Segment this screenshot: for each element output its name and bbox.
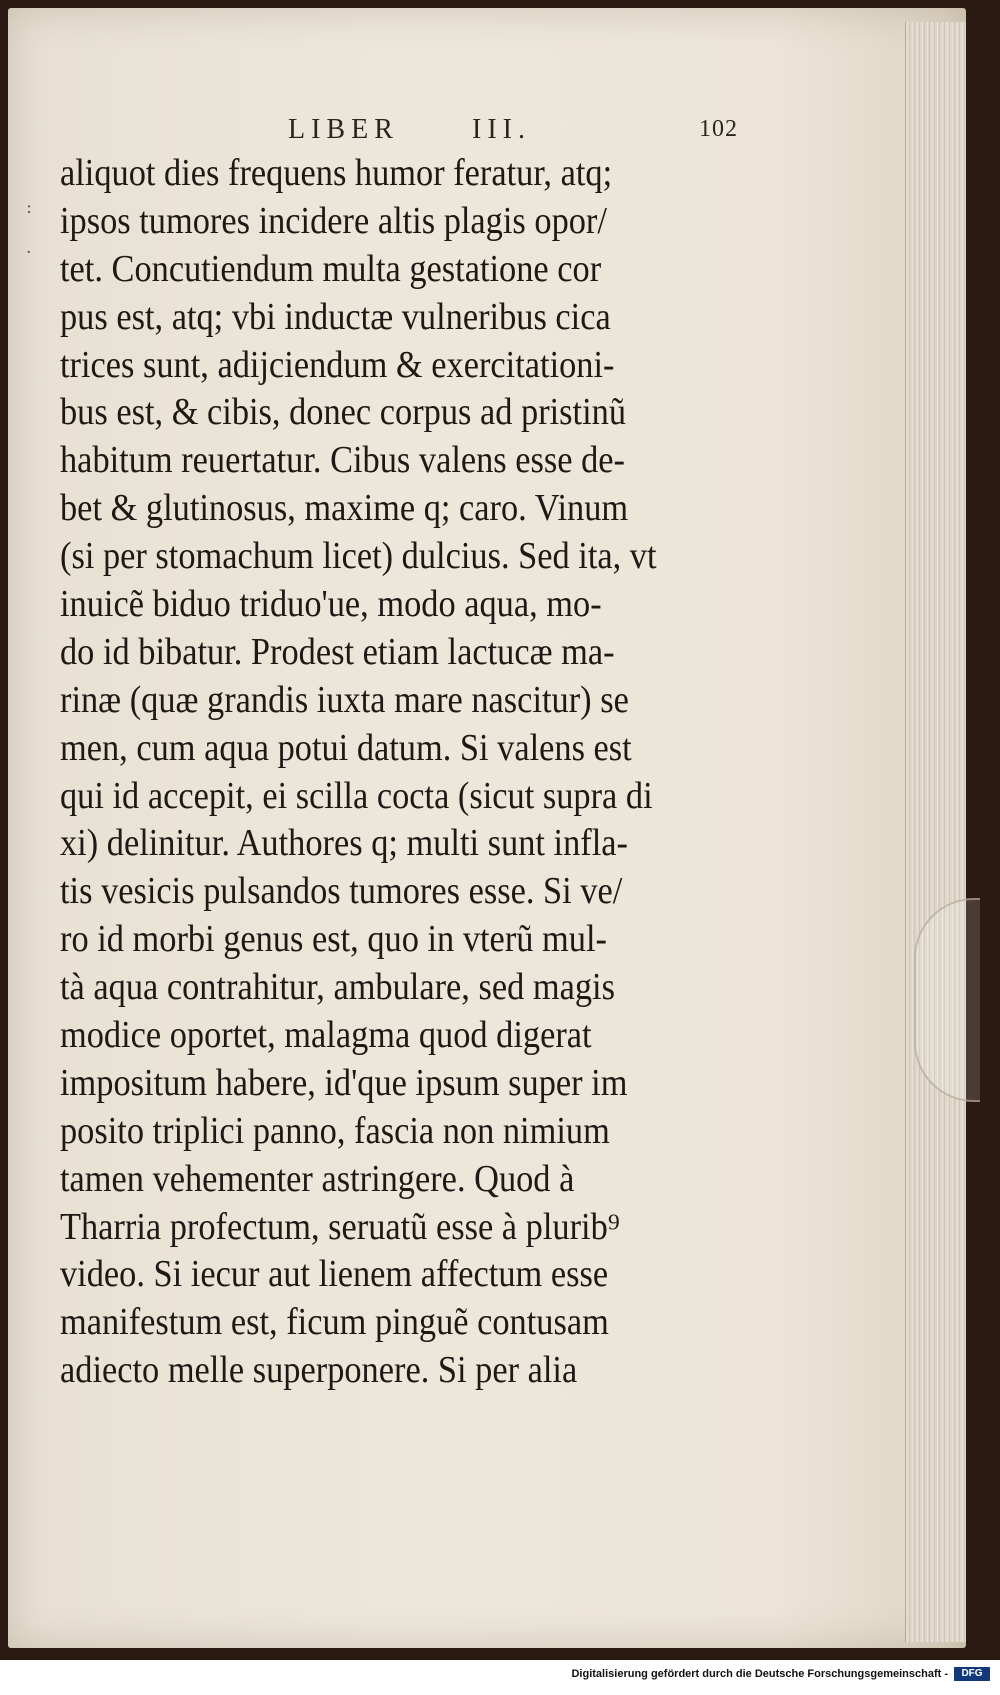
dfg-logo: DFG — [954, 1667, 990, 1681]
digitization-footer — [0, 1660, 1000, 1695]
text-line: tet. Concutiendum multa gestatione cor — [60, 247, 602, 290]
text-line: ro id morbi genus est, quo in vterũ mul- — [60, 918, 607, 961]
book-number: III. — [472, 114, 531, 145]
text-line: qui id accepit, ei scilla cocta (sicut supra di — [60, 774, 653, 817]
text-line: inuicẽ biduo triduo'ue, modo aqua, mo- — [60, 583, 602, 626]
text-line: trices sunt, adijciendum & exercitationi- — [60, 343, 615, 386]
text-line: video. Si iecur aut lienem affectum esse — [60, 1253, 609, 1296]
text-line: pus est, atq; vbi inductæ vulneribus cica — [60, 295, 611, 338]
text-line: Tharria profectum, seruatũ esse à plurib⁹ — [60, 1205, 620, 1248]
text-line: impositum habere, id'que ipsum super im — [60, 1061, 628, 1104]
text-line: adiecto melle superponere. Si per alia — [60, 1349, 578, 1392]
text-line: aliquot dies frequens humor feratur, atq; — [60, 152, 613, 194]
text-line: bus est, & cibis, donec corpus ad pristinũ — [60, 391, 627, 434]
margin-dot: · — [26, 242, 32, 263]
text-line: men, cum aqua potui datum. Si valens est — [60, 726, 632, 769]
text-line: tis vesicis pulsandos tumores esse. Si ve/ — [60, 870, 623, 913]
text-line: bet & glutinosus, maxime q; caro. Vinum — [60, 487, 629, 530]
page-clip — [914, 898, 980, 1102]
text-line: tamen vehementer astringere. Quod à — [60, 1157, 575, 1200]
text-line: do id bibatur. Prodest etiam lactucæ ma- — [60, 630, 615, 673]
running-title: LIBER — [288, 114, 399, 145]
digitization-credit: Digitalisierung gefördert durch die Deutsche Forschungsgemeinschaft - — [571, 1668, 948, 1680]
text-line: xi) delinitur. Authores q; multi sunt infla- — [60, 822, 628, 865]
text-line: rinæ (quæ grandis iuxta mare nascitur) se — [60, 678, 629, 721]
text-line: ipsos tumores incidere altis plagis opor/ — [60, 199, 607, 242]
text-line: habitum reuertatur. Cibus valens esse de- — [60, 439, 626, 482]
book-page — [8, 8, 966, 1648]
text-line: posito triplici panno, fascia non nimium — [60, 1109, 610, 1152]
text-line: modice oportet, malagma quod digerat — [60, 1014, 592, 1057]
margin-dot: : — [26, 197, 33, 218]
running-header — [288, 114, 738, 154]
folio-number: 102 — [699, 116, 738, 142]
text-line: tà aqua contrahitur, ambulare, sed magis — [60, 966, 615, 1009]
text-line: manifestum est, ficum pinguẽ contusam — [60, 1301, 609, 1344]
page-edges — [905, 22, 966, 1642]
body-text — [60, 150, 740, 1395]
text-line: (si per stomachum licet) dulcius. Sed ita, vt — [60, 535, 657, 578]
